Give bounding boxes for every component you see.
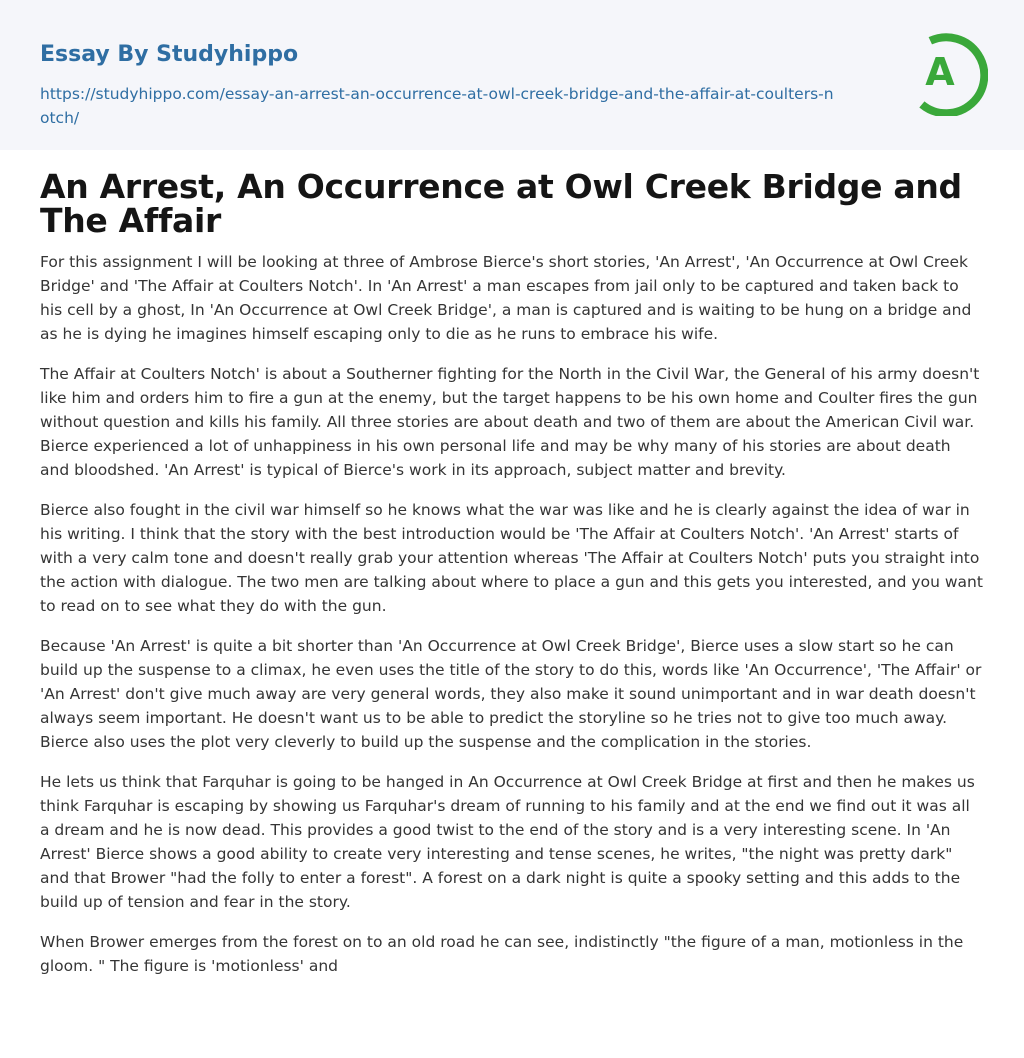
essay-title: An Arrest, An Occurrence at Owl Creek Bridge and The Affair — [40, 167, 962, 240]
essay-paragraph-4: Because 'An Arrest' is quite a bit shorter than 'An Occurrence at Owl Creek Bridge', Bierce uses a slow start so he can build up the suspense to a climax, he even uses the title of the story to do this, words like 'An Occurrence', 'The Affair' or 'An Arrest' don't give much away are very general words, they also make it sound unimportant and in war death doesn't always seem important. He doesn't want us to be able to predict the storyline so he tries not to give too much away. Bierce also uses the plot very cleverly to build up the suspense and the complication in the stories. — [40, 637, 982, 751]
site-brand[interactable]: Essay By Studyhippo — [40, 42, 299, 67]
logo-letter: A — [925, 50, 955, 94]
essay-url-link[interactable]: https://studyhippo.com/essay-an-arrest-an-occurrence-at-owl-creek-bridge-and-the-affair-at-coulters-notch/ — [40, 85, 834, 127]
essay-paragraph-3: Bierce also fought in the civil war himself so he knows what the war was like and he is clearly against the idea of war in his writing. I think that the story with the best introduction would be 'The Affair at Coulters Notch'. 'An Arrest' starts of with a very calm tone and doesn't really grab your attention whereas 'The Affair at Coulters Notch' puts you straight into the action with dialogue. The two men are talking about where to place a gun and this gets you interested, and you want to read on to see what they do with the gun. — [40, 501, 983, 615]
article — [0, 167, 1024, 978]
studyhippo-logo-icon[interactable] — [908, 28, 988, 116]
essay-paragraph-1: For this assignment I will be looking at three of Ambrose Bierce's short stories, 'An Arrest', 'An Occurrence at Owl Creek Bridge' and 'The Affair at Coulters Notch'. In 'An Arrest' a man escapes from jail only to be captured and taken back to his cell by a ghost, In 'An Occurrence at Owl Creek Bridge', a man is captured and is waiting to be hung on a bridge and as he is dying he imagines himself escaping only to die as he runs to embrace his wife. — [40, 253, 972, 343]
site-header — [0, 0, 1024, 150]
essay-paragraph-6: When Brower emerges from the forest on to an old road he can see, indistinctly "the figure of a man, motionless in the gloom. " The figure is 'motionless' and — [40, 933, 964, 975]
essay-paragraph-5: He lets us think that Farquhar is going to be hanged in An Occurrence at Owl Creek Bridge at first and then he makes us think Farquhar is escaping by showing us Farquhar's dream of running to his family and at the end we find out it was all a dream and he is now dead. This provides a good twist to the end of the story and is a very interesting scene. In 'An Arrest' Bierce shows a good ability to create very interesting and tense scenes, he writes, "the night was pretty dark" and that Brower "had the folly to enter a forest". A forest on a dark night is quite a spooky setting and this adds to the build up of tension and fear in the story. — [40, 773, 975, 911]
essay-paragraph-2: The Affair at Coulters Notch' is about a Southerner fighting for the North in the Civil War, the General of his army doesn't like him and orders him to fire a gun at the enemy, but the target happens to be his own home and Coulter fires the gun without question and kills his family. All three stories are about death and two of them are about the American Civil war. Bierce experienced a lot of unhappiness in his own personal life and may be why many of his stories are about death and bloodshed. 'An Arrest' is typical of Bierce's work in its approach, subject matter and brevity. — [40, 365, 980, 479]
